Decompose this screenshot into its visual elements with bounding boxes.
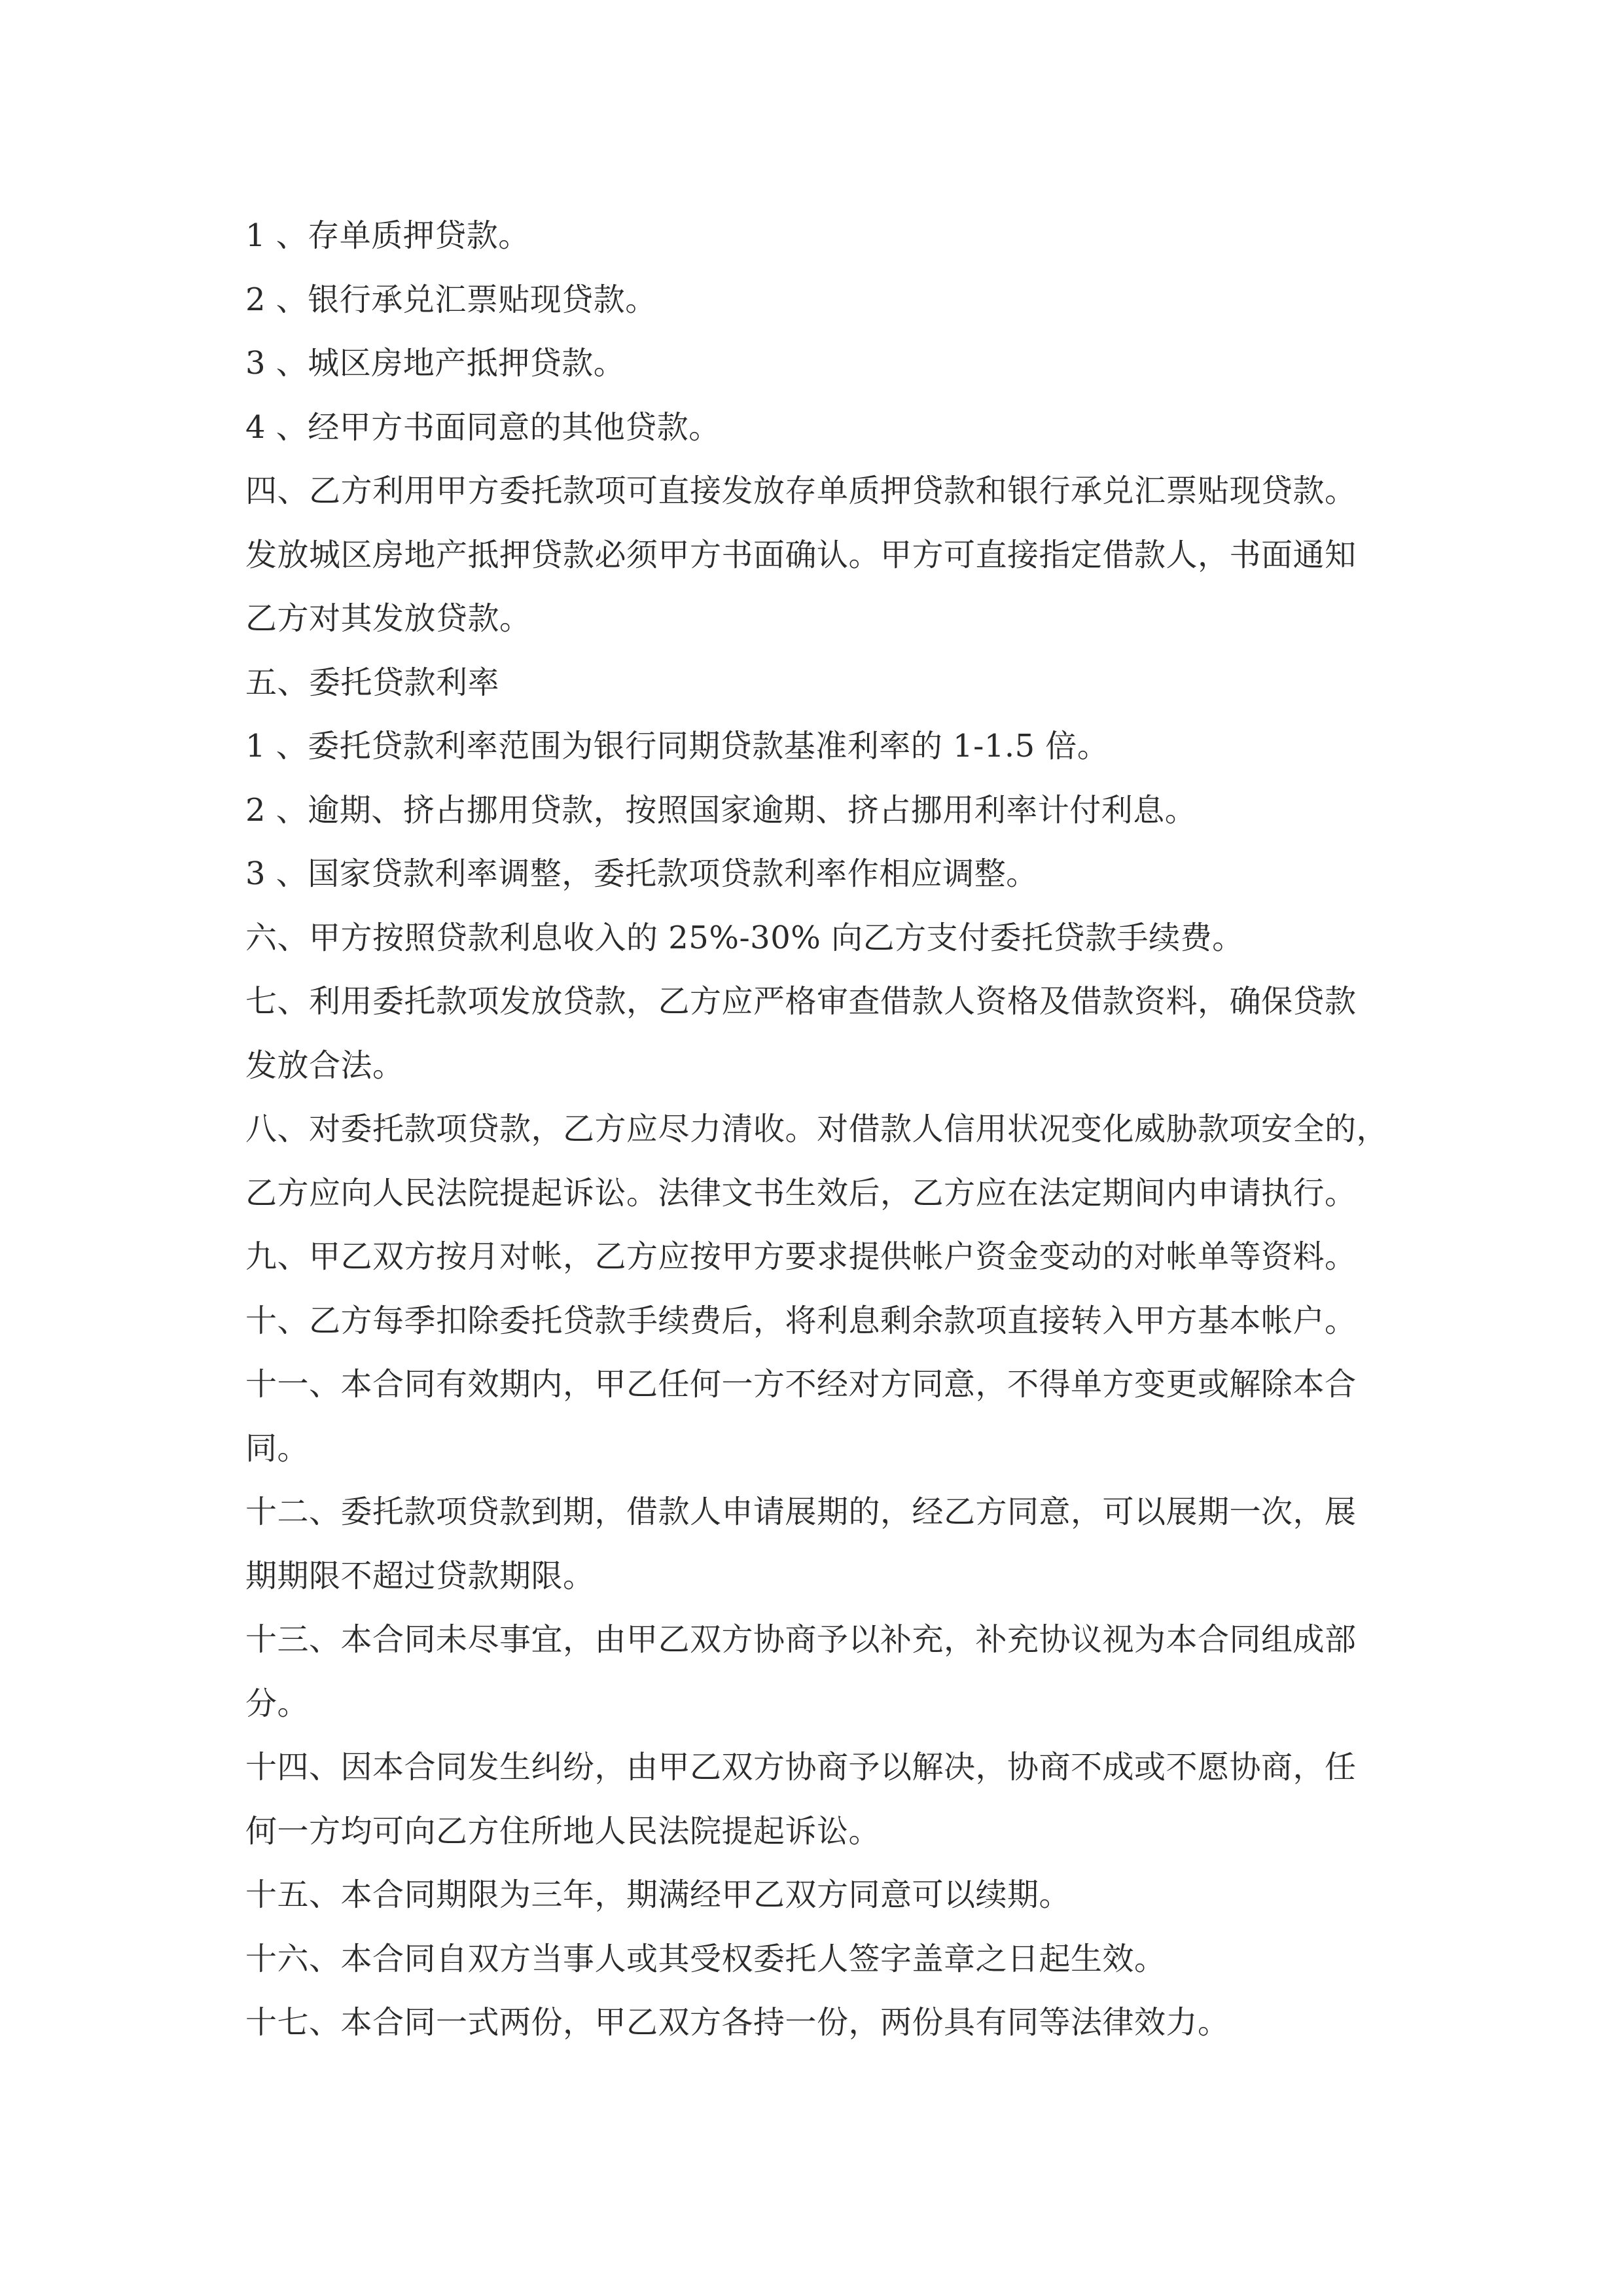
clause-7-line-1: 七、利用委托款项发放贷款，乙方应严格审查借款人资格及借款资料，确保贷款 [245,983,1357,1020]
clause-10: 十、乙方每季扣除委托贷款手续费后，将利息剩余款项直接转入甲方基本帐户。 [245,1302,1357,1339]
clause-9: 九、甲乙双方按月对帐，乙方应按甲方要求提供帐户资金变动的对帐单等资料。 [245,1238,1357,1275]
clause-14-line-1: 十四、因本合同发生纠纷，由甲乙双方协商予以解决，协商不成或不愿协商，任 [245,1749,1357,1785]
clause-8-line-2: 乙方应向人民法院提起诉讼。法律文书生效后，乙方应在法定期间内申请执行。 [245,1174,1357,1211]
clause-16: 十六、本合同自双方当事人或其受权委托人签字盖章之日起生效。 [245,1940,1166,1977]
clause-13-line-1: 十三、本合同未尽事宜，由甲乙双方协商予以补充，补充协议视为本合同组成部 [245,1621,1357,1658]
clause-12-line-2: 期期限不超过贷款期限。 [245,1557,595,1594]
clause-7-line-2: 发放合法。 [245,1047,404,1084]
clause-17: 十七、本合同一式两份，甲乙双方各持一份，两份具有同等法律效力。 [245,2004,1230,2041]
clause-5-item-2: 2 、逾期、挤占挪用贷款，按照国家逾期、挤占挪用利率计付利息。 [245,791,1197,829]
list-item-2: 2 、银行承兑汇票贴现贷款。 [245,281,657,318]
clause-14-line-2: 何一方均可向乙方住所地人民法院提起诉讼。 [245,1812,881,1850]
clause-11-line-2: 同。 [245,1429,310,1467]
clause-15: 十五、本合同期限为三年，期满经甲乙双方同意可以续期。 [245,1876,1071,1913]
document-body [245,204,1397,2055]
clause-11-line-1: 十一、本合同有效期内，甲乙任何一方不经对方同意，不得单方变更或解除本合 [245,1366,1357,1403]
clause-4-line-2: 发放城区房地产抵押贷款必须甲方书面确认。甲方可直接指定借款人，书面通知 [245,536,1357,573]
clause-5-item-1: 1 、委托贷款利率范围为银行同期贷款基准利率的 1-1.5 倍。 [245,728,1109,764]
clause-8-line-1: 八、对委托款项贷款，乙方应尽力清收。对借款人信用状况变化威胁款项安全的， [245,1111,1389,1147]
clause-6: 六、甲方按照贷款利息收入的 25%-30% 向乙方支付委托贷款手续费。 [245,919,1244,956]
list-item-3: 3 、城区房地产抵押贷款。 [245,345,626,382]
list-item-1: 1 、存单质押贷款。 [245,217,530,254]
clause-12-line-1: 十二、委托款项贷款到期，借款人申请展期的，经乙方同意，可以展期一次，展 [245,1494,1357,1530]
clause-4-line-3: 乙方对其发放贷款。 [245,600,531,637]
clause-5-heading: 五、委托贷款利率 [245,664,500,701]
list-item-4: 4 、经甲方书面同意的其他贷款。 [245,408,721,446]
clause-4-line-1: 四、乙方利用甲方委托款项可直接发放存单质押贷款和银行承兑汇票贴现贷款。 [245,473,1357,509]
clause-13-line-2: 分。 [245,1685,310,1722]
clause-5-item-3: 3 、国家贷款利率调整，委托款项贷款利率作相应调整。 [245,855,1038,892]
